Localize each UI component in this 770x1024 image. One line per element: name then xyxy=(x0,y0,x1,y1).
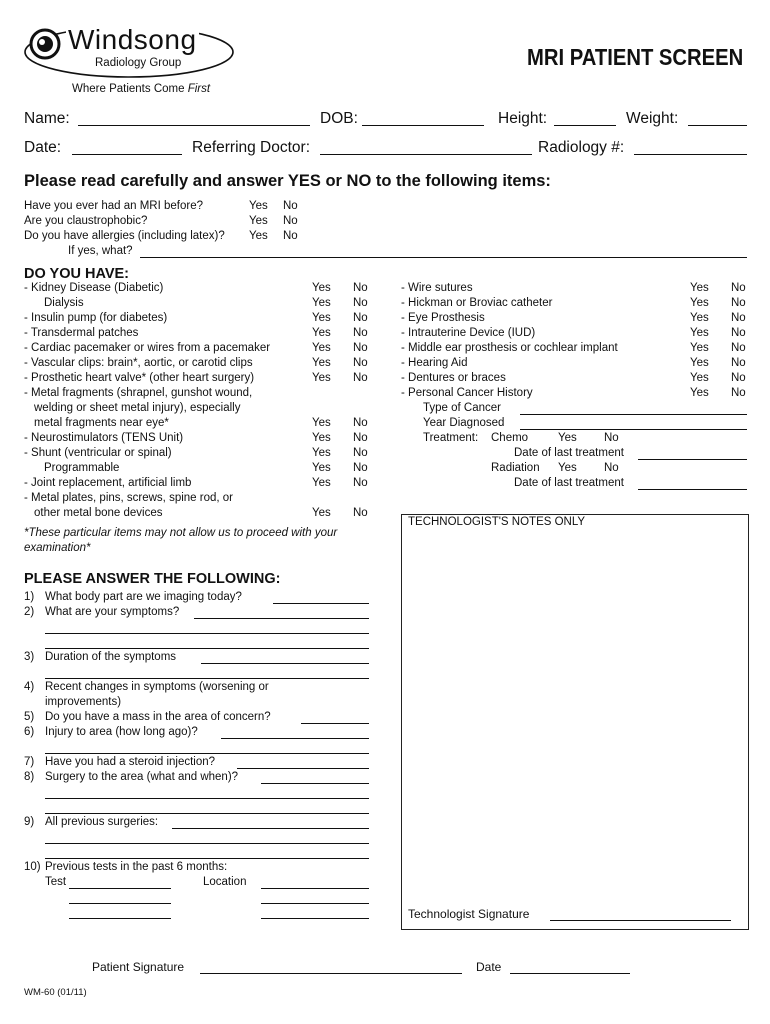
eye-prosthesis-no[interactable]: No xyxy=(731,312,746,324)
chemo-no[interactable]: No xyxy=(604,432,619,444)
name-label: Name: xyxy=(24,110,70,127)
allergies-yes[interactable]: Yes xyxy=(249,230,268,242)
dentures-yes[interactable]: Yes xyxy=(690,372,709,384)
q8-field-line-2[interactable] xyxy=(45,798,369,799)
chemo-last-treatment-field[interactable] xyxy=(638,459,747,460)
tagline-text: Where Patients Come xyxy=(72,83,188,95)
dob-field[interactable] xyxy=(362,125,484,126)
q4-recent-changes: Recent changes in symptoms (worsening or xyxy=(45,681,269,693)
item-metal-fragments: - Metal fragments (shrapnel, gunshot wound, xyxy=(24,387,253,399)
year-diagnosed-field[interactable] xyxy=(520,429,747,430)
q9-previous-surgeries: All previous surgeries: xyxy=(45,816,159,828)
test-field-1[interactable] xyxy=(69,888,171,889)
joint-replacement-yes[interactable]: Yes xyxy=(312,477,331,489)
radiation-last-treatment-field[interactable] xyxy=(638,489,747,490)
radiation-last-treatment-label: Date of last treatment xyxy=(514,477,624,489)
item-metal-fragments-cont: welding or sheet metal injury), especially xyxy=(34,402,241,414)
cancer-history-yes[interactable]: Yes xyxy=(690,387,709,399)
hickman-catheter-no[interactable]: No xyxy=(731,297,746,309)
hearing-aid-yes[interactable]: Yes xyxy=(690,357,709,369)
cancer-history-no[interactable]: No xyxy=(731,387,746,399)
q6-number: 6) xyxy=(24,726,35,738)
date-label: Date: xyxy=(24,139,62,156)
test-field-2[interactable] xyxy=(69,903,171,904)
brand-sub: Radiology Group xyxy=(95,57,182,69)
allergies-what-field[interactable] xyxy=(140,257,747,258)
q4-number: 4) xyxy=(24,681,35,693)
location-field-3[interactable] xyxy=(261,918,369,919)
radiation-no[interactable]: No xyxy=(604,462,619,474)
q9-field-line-3[interactable] xyxy=(45,858,369,859)
item-dialysis: Dialysis xyxy=(44,297,84,309)
q9-number: 9) xyxy=(24,816,35,828)
item-kidney-disease: - Kidney Disease (Diabetic) xyxy=(24,282,164,294)
kidney-disease-no[interactable]: No xyxy=(353,282,368,294)
q6-field-line-2[interactable] xyxy=(45,753,369,754)
form-id: WM-60 (01/11) xyxy=(24,987,87,998)
date-field[interactable] xyxy=(72,154,182,155)
radiation-label: Radiation xyxy=(491,462,540,474)
transdermal-patches-yes[interactable]: Yes xyxy=(312,327,331,339)
item-metal-plates: - Metal plates, pins, screws, spine rod, or xyxy=(24,492,233,504)
height-label: Height: xyxy=(498,110,548,127)
q2-symptoms: What are your symptoms? xyxy=(45,606,180,618)
tagline-emphasis: First xyxy=(187,83,211,95)
location-label: Location xyxy=(203,876,247,888)
treatment-label: Treatment: xyxy=(423,432,479,444)
chemo-label: Chemo xyxy=(491,432,529,444)
q2-field-line-2[interactable] xyxy=(45,633,369,634)
q3-field[interactable] xyxy=(201,663,369,664)
cardiac-pacemaker-yes[interactable]: Yes xyxy=(312,342,331,354)
item-eye-prosthesis: - Eye Prosthesis xyxy=(401,312,485,324)
q7-number: 7) xyxy=(24,756,35,768)
q6-injury: Injury to area (how long ago)? xyxy=(45,726,198,738)
item-metal-fragments-eye: metal fragments near eye* xyxy=(34,417,169,429)
vascular-clips-no[interactable]: No xyxy=(353,357,368,369)
q10-number: 10) xyxy=(24,861,41,873)
brand-name: Windsong xyxy=(68,24,197,55)
q1-field[interactable] xyxy=(273,603,369,604)
q8-surgery-area: Surgery to the area (what and when)? xyxy=(45,771,239,783)
technologist-signature-field[interactable] xyxy=(550,920,731,921)
name-field[interactable] xyxy=(78,125,310,126)
prosthetic-heart-valve-no[interactable]: No xyxy=(353,372,368,384)
q5-number: 5) xyxy=(24,711,35,723)
patient-signature-field[interactable] xyxy=(200,973,462,974)
item-cancer-history: - Personal Cancer History xyxy=(401,387,533,399)
item-shunt: - Shunt (ventricular or spinal) xyxy=(24,447,172,459)
kidney-disease-yes[interactable]: Yes xyxy=(312,282,331,294)
technologist-notes-box[interactable] xyxy=(401,514,749,930)
year-diagnosed-label: Year Diagnosed xyxy=(423,417,505,429)
q5-field[interactable] xyxy=(301,723,369,724)
item-prosthetic-heart-valve: - Prosthetic heart valve* (other heart surgery) xyxy=(24,372,255,384)
cancer-type-field[interactable] xyxy=(520,414,747,415)
brand-tagline xyxy=(72,83,210,95)
hickman-catheter-yes[interactable]: Yes xyxy=(690,297,709,309)
radiation-yes[interactable]: Yes xyxy=(558,462,577,474)
item-neurostimulators: - Neurostimulators (TENS Unit) xyxy=(24,432,184,444)
q9-field[interactable] xyxy=(172,828,369,829)
transdermal-patches-no[interactable]: No xyxy=(353,327,368,339)
shunt-no[interactable]: No xyxy=(353,447,368,459)
q7-field[interactable] xyxy=(237,768,369,769)
q1-body-part: What body part are we imaging today? xyxy=(45,591,242,603)
claustrophobic-yes[interactable]: Yes xyxy=(249,215,268,227)
weight-field[interactable] xyxy=(688,125,747,126)
answer-heading: PLEASE ANSWER THE FOLLOWING: xyxy=(24,571,281,587)
joint-replacement-no[interactable]: No xyxy=(353,477,368,489)
item-programmable: Programmable xyxy=(44,462,120,474)
q2-field-line-3[interactable] xyxy=(45,648,369,649)
height-field[interactable] xyxy=(554,125,616,126)
item-hickman-catheter: - Hickman or Broviac catheter xyxy=(401,297,553,309)
iud-no[interactable]: No xyxy=(731,327,746,339)
question-claustrophobic: Are you claustrophobic? xyxy=(24,215,148,227)
instructions-heading: Please read carefully and answer YES or NO to the following items: xyxy=(24,172,551,190)
item-joint-replacement: - Joint replacement, artificial limb xyxy=(24,477,192,489)
item-hearing-aid: - Hearing Aid xyxy=(401,357,468,369)
patient-signature-label: Patient Signature xyxy=(92,960,185,974)
dialysis-no[interactable]: No xyxy=(353,297,368,309)
footer-date-field[interactable] xyxy=(510,973,630,974)
hearing-aid-no[interactable]: No xyxy=(731,357,746,369)
middle-ear-prosthesis-yes[interactable]: Yes xyxy=(690,342,709,354)
metal-bone-devices-no[interactable]: No xyxy=(353,507,368,519)
q10-previous-tests: Previous tests in the past 6 months: xyxy=(45,861,228,873)
metal-fragments-yes[interactable]: Yes xyxy=(312,417,331,429)
q8-number: 8) xyxy=(24,771,35,783)
shunt-yes[interactable]: Yes xyxy=(312,447,331,459)
q8-field-line-3[interactable] xyxy=(45,813,369,814)
mri-before-yes[interactable]: Yes xyxy=(249,200,268,212)
asterisk-note-cont: examination* xyxy=(24,542,91,554)
item-iud: - Intrauterine Device (IUD) xyxy=(401,327,536,339)
item-vascular-clips: - Vascular clips: brain*, aortic, or carotid clips xyxy=(24,357,253,369)
vascular-clips-yes[interactable]: Yes xyxy=(312,357,331,369)
q7-steroid: Have you had a steroid injection? xyxy=(45,756,216,768)
item-wire-sutures: - Wire sutures xyxy=(401,282,473,294)
mri-before-no[interactable]: No xyxy=(283,200,298,212)
question-allergies: Do you have allergies (including latex)? xyxy=(24,230,225,242)
radiology-number-field[interactable] xyxy=(634,154,747,155)
insulin-pump-no[interactable]: No xyxy=(353,312,368,324)
q3-number: 3) xyxy=(24,651,35,663)
do-you-have-heading: DO YOU HAVE: xyxy=(24,266,130,282)
allergies-no[interactable]: No xyxy=(283,230,298,242)
asterisk-note: *These particular items may not allow us to proceed with your xyxy=(24,527,338,539)
question-allergies-what: If yes, what? xyxy=(68,245,133,257)
insulin-pump-yes[interactable]: Yes xyxy=(312,312,331,324)
metal-fragments-no[interactable]: No xyxy=(353,417,368,429)
dialysis-yes[interactable]: Yes xyxy=(312,297,331,309)
footer-date-label: Date xyxy=(476,960,502,974)
middle-ear-prosthesis-no[interactable]: No xyxy=(731,342,746,354)
q2-number: 2) xyxy=(24,606,35,618)
claustrophobic-no[interactable]: No xyxy=(283,215,298,227)
weight-label: Weight: xyxy=(626,110,679,127)
page-title: MRI PATIENT SCREEN xyxy=(527,44,744,70)
cancer-type-label: Type of Cancer xyxy=(423,402,501,414)
chemo-yes[interactable]: Yes xyxy=(558,432,577,444)
q3-field-line-2[interactable] xyxy=(45,678,369,679)
question-mri-before: Have you ever had an MRI before? xyxy=(24,200,203,212)
item-metal-bone-devices: other metal bone devices xyxy=(34,507,163,519)
referring-doctor-field[interactable] xyxy=(320,154,532,155)
q1-number: 1) xyxy=(24,591,35,603)
test-label: Test xyxy=(45,876,67,888)
q4-recent-changes-cont: improvements) xyxy=(45,696,122,708)
location-field-1[interactable] xyxy=(261,888,369,889)
wire-sutures-yes[interactable]: Yes xyxy=(690,282,709,294)
q5-mass: Do you have a mass in the area of concern? xyxy=(45,711,271,723)
dentures-no[interactable]: No xyxy=(731,372,746,384)
radiology-number-label: Radiology #: xyxy=(538,139,625,156)
programmable-yes[interactable]: Yes xyxy=(312,462,331,474)
test-field-3[interactable] xyxy=(69,918,171,919)
item-cardiac-pacemaker: - Cardiac pacemaker or wires from a pacemaker xyxy=(24,342,271,354)
neurostimulators-yes[interactable]: Yes xyxy=(312,432,331,444)
prosthetic-heart-valve-yes[interactable]: Yes xyxy=(312,372,331,384)
chemo-last-treatment-label: Date of last treatment xyxy=(514,447,624,459)
programmable-no[interactable]: No xyxy=(353,462,368,474)
wire-sutures-no[interactable]: No xyxy=(731,282,746,294)
item-transdermal-patches: - Transdermal patches xyxy=(24,327,139,339)
referring-doctor-label: Referring Doctor: xyxy=(192,139,311,156)
location-field-2[interactable] xyxy=(261,903,369,904)
metal-bone-devices-yes[interactable]: Yes xyxy=(312,507,331,519)
item-insulin-pump: - Insulin pump (for diabetes) xyxy=(24,312,168,324)
eye-prosthesis-yes[interactable]: Yes xyxy=(690,312,709,324)
cardiac-pacemaker-no[interactable]: No xyxy=(353,342,368,354)
q9-field-line-2[interactable] xyxy=(45,843,369,844)
q6-field[interactable] xyxy=(221,738,369,739)
q8-field[interactable] xyxy=(261,783,369,784)
technologist-notes-label: TECHNOLOGIST'S NOTES ONLY xyxy=(408,516,586,528)
item-middle-ear-prosthesis: - Middle ear prosthesis or cochlear implant xyxy=(401,342,618,354)
technologist-signature-label: Technologist Signature xyxy=(408,907,530,921)
q3-duration: Duration of the symptoms xyxy=(45,651,177,663)
q2-field[interactable] xyxy=(194,618,369,619)
dob-label: DOB: xyxy=(320,110,358,127)
item-dentures: - Dentures or braces xyxy=(401,372,506,384)
neurostimulators-no[interactable]: No xyxy=(353,432,368,444)
iud-yes[interactable]: Yes xyxy=(690,327,709,339)
